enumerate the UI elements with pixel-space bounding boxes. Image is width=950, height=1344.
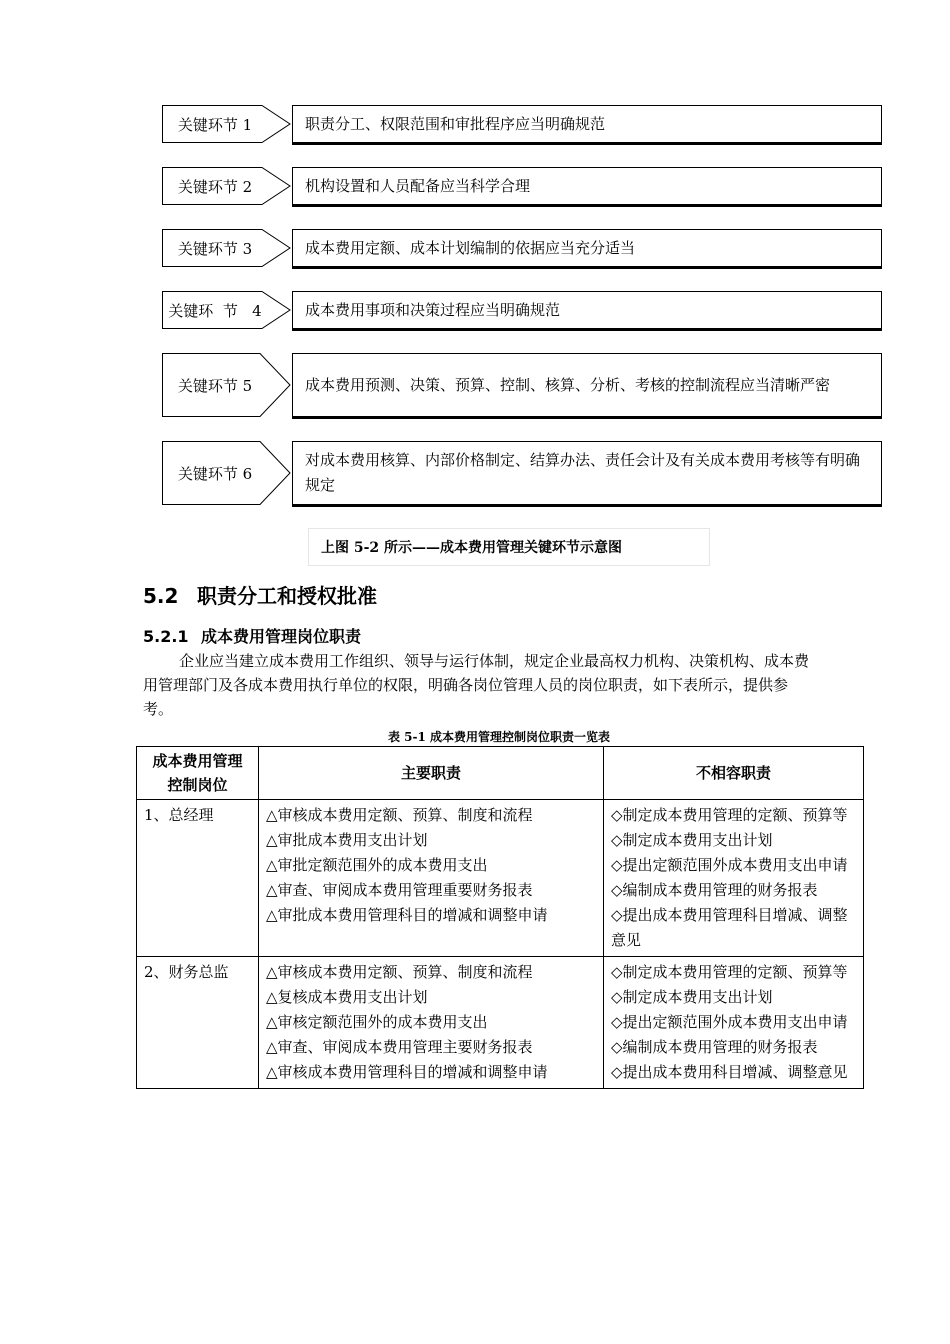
flow-row-4 — [162, 291, 884, 329]
duty-item: △审核定额范围外的成本费用支出 — [266, 1013, 488, 1031]
incompatible-item: ◇提出定额范围外成本费用支出申请 — [611, 856, 848, 874]
step-description: 成本费用定额、成本计划编制的依据应当充分适当 — [292, 229, 882, 267]
incompatible-item: ◇制定成本费用管理的定额、预算等 — [611, 806, 848, 824]
step-description: 成本费用预测、决策、预算、控制、核算、分析、考核的控制流程应当清晰严密 — [292, 353, 882, 417]
incompatible-item: ◇提出定额范围外成本费用支出申请 — [611, 1013, 848, 1031]
step-description: 成本费用事项和决策过程应当明确规范 — [292, 291, 882, 329]
step-label: 关键环节 1 — [177, 115, 253, 134]
duty-item: △审批定额范围外的成本费用支出 — [266, 856, 488, 874]
duty-item: △审查、审阅成本费用管理重要财务报表 — [266, 881, 533, 899]
incompatible-item: ◇提出成本费用管理科目增减、调整意见 — [611, 906, 848, 949]
main-duties-cell — [259, 800, 604, 957]
table-header-row — [137, 747, 864, 800]
step-description: 职责分工、权限范围和审批程序应当明确规范 — [292, 105, 882, 143]
duties-table — [136, 746, 864, 1089]
duty-item: △复核成本费用支出计划 — [266, 988, 428, 1006]
body-paragraph: 企业应当建立成本费用工作组织、领导与运行体制，规定企业最高权力机构、决策机构、成本费用管理部门及各成本费用执行单位的权限，明确各岗位管理人员的岗位职责，如下表所示，提供参考。 — [143, 652, 810, 718]
incompatible-item: ◇制定成本费用支出计划 — [611, 831, 773, 849]
table-caption: 表 5-1 成本费用管理控制岗位职责一览表 — [387, 730, 611, 744]
table-row — [137, 957, 864, 1089]
step-label: 关键环节 5 — [177, 376, 253, 395]
incompatible-item: ◇提出成本费用科目增减、调整意见 — [611, 1063, 848, 1081]
duty-item: △审查、审阅成本费用管理主要财务报表 — [266, 1038, 533, 1056]
duty-item: △审核成本费用定额、预算、制度和流程 — [266, 806, 533, 824]
table-row — [137, 800, 864, 957]
step-label: 关键环节 6 — [177, 464, 253, 483]
incompatible-duties-cell — [604, 957, 864, 1089]
step-description: 机构设置和人员配备应当科学合理 — [292, 167, 882, 205]
flow-row-2 — [162, 167, 884, 205]
step-label: 关键环节 2 — [177, 177, 253, 196]
step-label: 关键环节 3 — [177, 239, 253, 258]
incompatible-item: ◇制定成本费用管理的定额、预算等 — [611, 963, 848, 981]
flow-row-5 — [162, 353, 884, 417]
section-title: 职责分工和授权批准 — [197, 584, 377, 608]
duty-item: △审核成本费用管理科目的增减和调整申请 — [266, 1063, 548, 1081]
incompatible-duties-cell — [604, 800, 864, 957]
figure-caption: 上图 5-2 所示——成本费用管理关键环节示意图 — [308, 528, 710, 566]
flow-row-1 — [162, 105, 884, 143]
duty-item: △审核成本费用定额、预算、制度和流程 — [266, 963, 533, 981]
incompatible-item: ◇编制成本费用管理的财务报表 — [611, 1038, 818, 1056]
incompatible-item: ◇编制成本费用管理的财务报表 — [611, 881, 818, 899]
incompatible-item: ◇制定成本费用支出计划 — [611, 988, 773, 1006]
flow-row-6 — [162, 441, 884, 505]
post-cell: 1、总经理 — [137, 800, 259, 957]
section-heading — [143, 580, 377, 609]
duty-item: △审批成本费用管理科目的增减和调整申请 — [266, 906, 548, 924]
duty-item: △审批成本费用支出计划 — [266, 831, 428, 849]
section-number: 5.2 — [143, 584, 179, 608]
subsection-title: 成本费用管理岗位职责 — [201, 627, 362, 646]
step-label: 关键环 节 4 — [168, 301, 262, 320]
header-post: 成本费用管理控制岗位 — [137, 747, 259, 800]
flow-row-3 — [162, 229, 884, 267]
step-description: 对成本费用核算、内部价格制定、结算办法、责任会计及有关成本费用考核等有明确规定 — [292, 441, 882, 505]
main-duties-cell — [259, 957, 604, 1089]
header-incompatible-duties: 不相容职责 — [604, 747, 864, 800]
post-cell: 2、财务总监 — [137, 957, 259, 1089]
subsection-heading — [143, 624, 361, 647]
header-main-duties: 主要职责 — [259, 747, 604, 800]
subsection-number: 5.2.1 — [143, 627, 189, 646]
